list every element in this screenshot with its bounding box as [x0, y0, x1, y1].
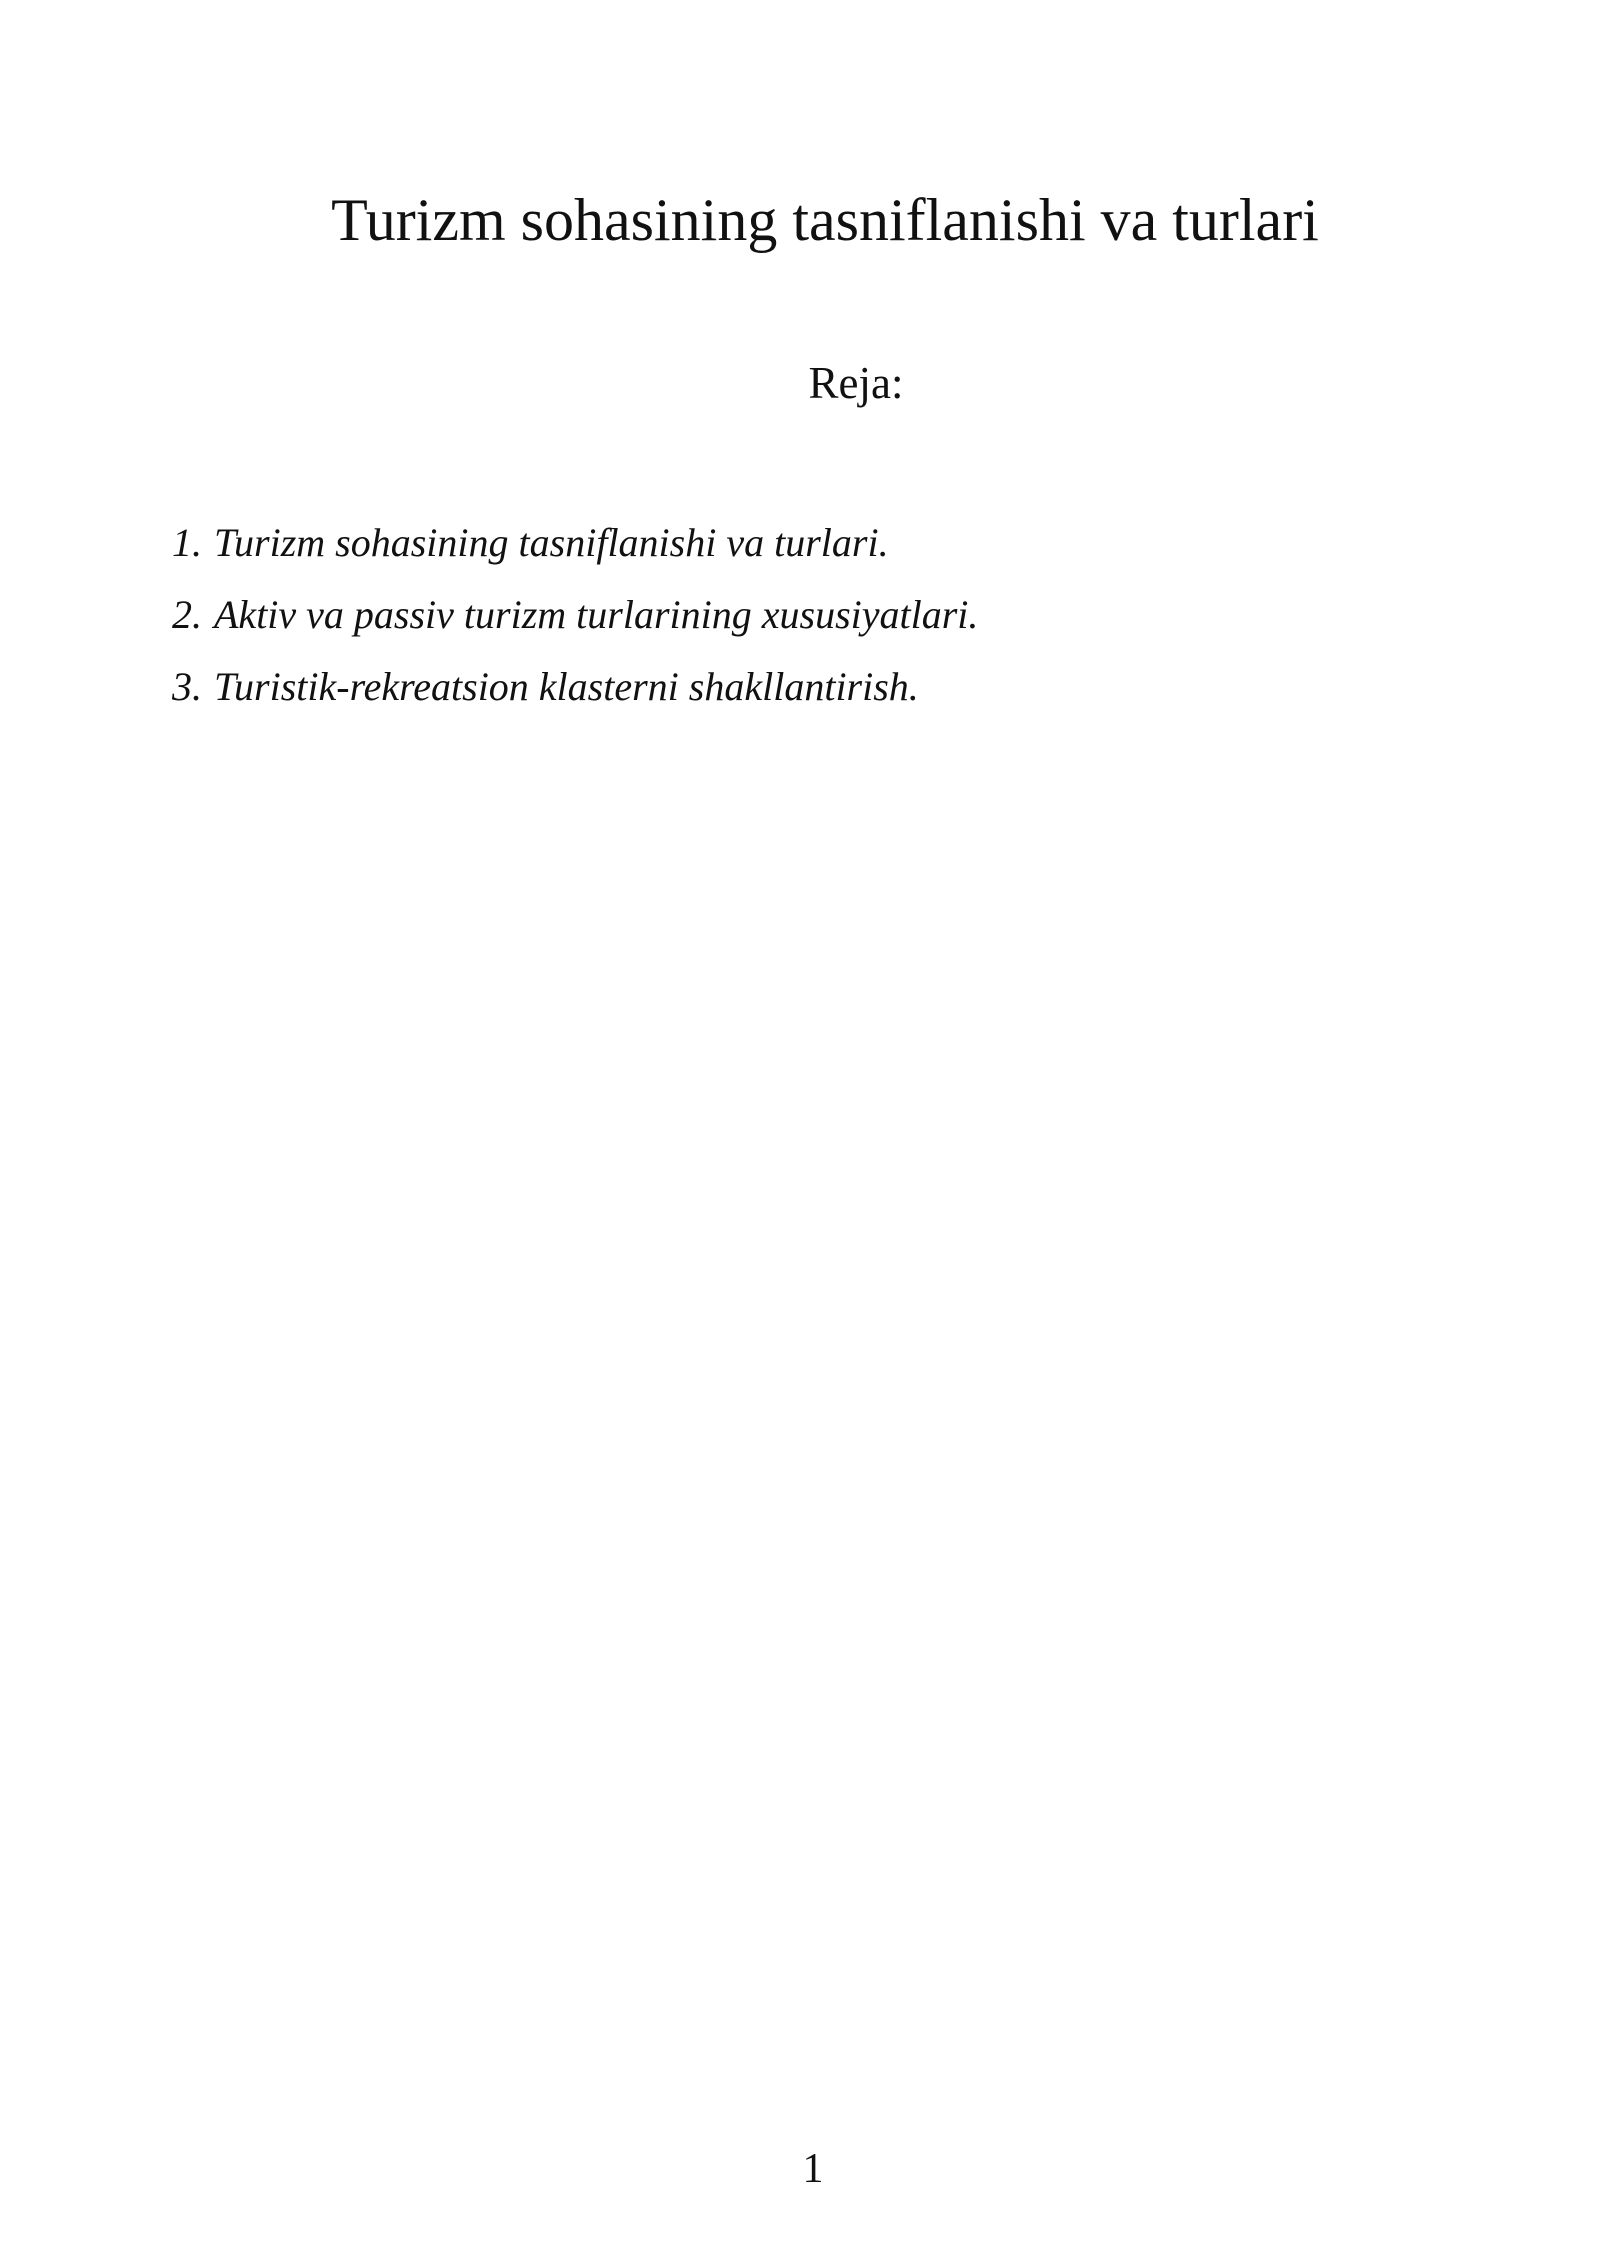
plan-list: [172, 518, 978, 734]
plan-item-number: 1.: [172, 520, 202, 565]
page-number: 1: [802, 2146, 824, 2192]
document-title: Turizm sohasining tasniflanishi va turlari: [331, 187, 1319, 253]
plan-item-number: 3.: [172, 664, 202, 709]
plan-item-text: Turistik-rekreatsion klasterni shakllantirish.: [214, 664, 919, 709]
plan-item: [172, 518, 978, 590]
plan-item-number: 2.: [172, 592, 202, 637]
plan-item: [172, 590, 978, 662]
plan-heading: Reja:: [808, 358, 904, 408]
plan-item-text: Turizm sohasining tasniflanishi va turlari.: [214, 520, 889, 565]
plan-item: [172, 662, 978, 734]
plan-item-text: Aktiv va passiv turizm turlarining xususiyatlari.: [214, 592, 979, 637]
